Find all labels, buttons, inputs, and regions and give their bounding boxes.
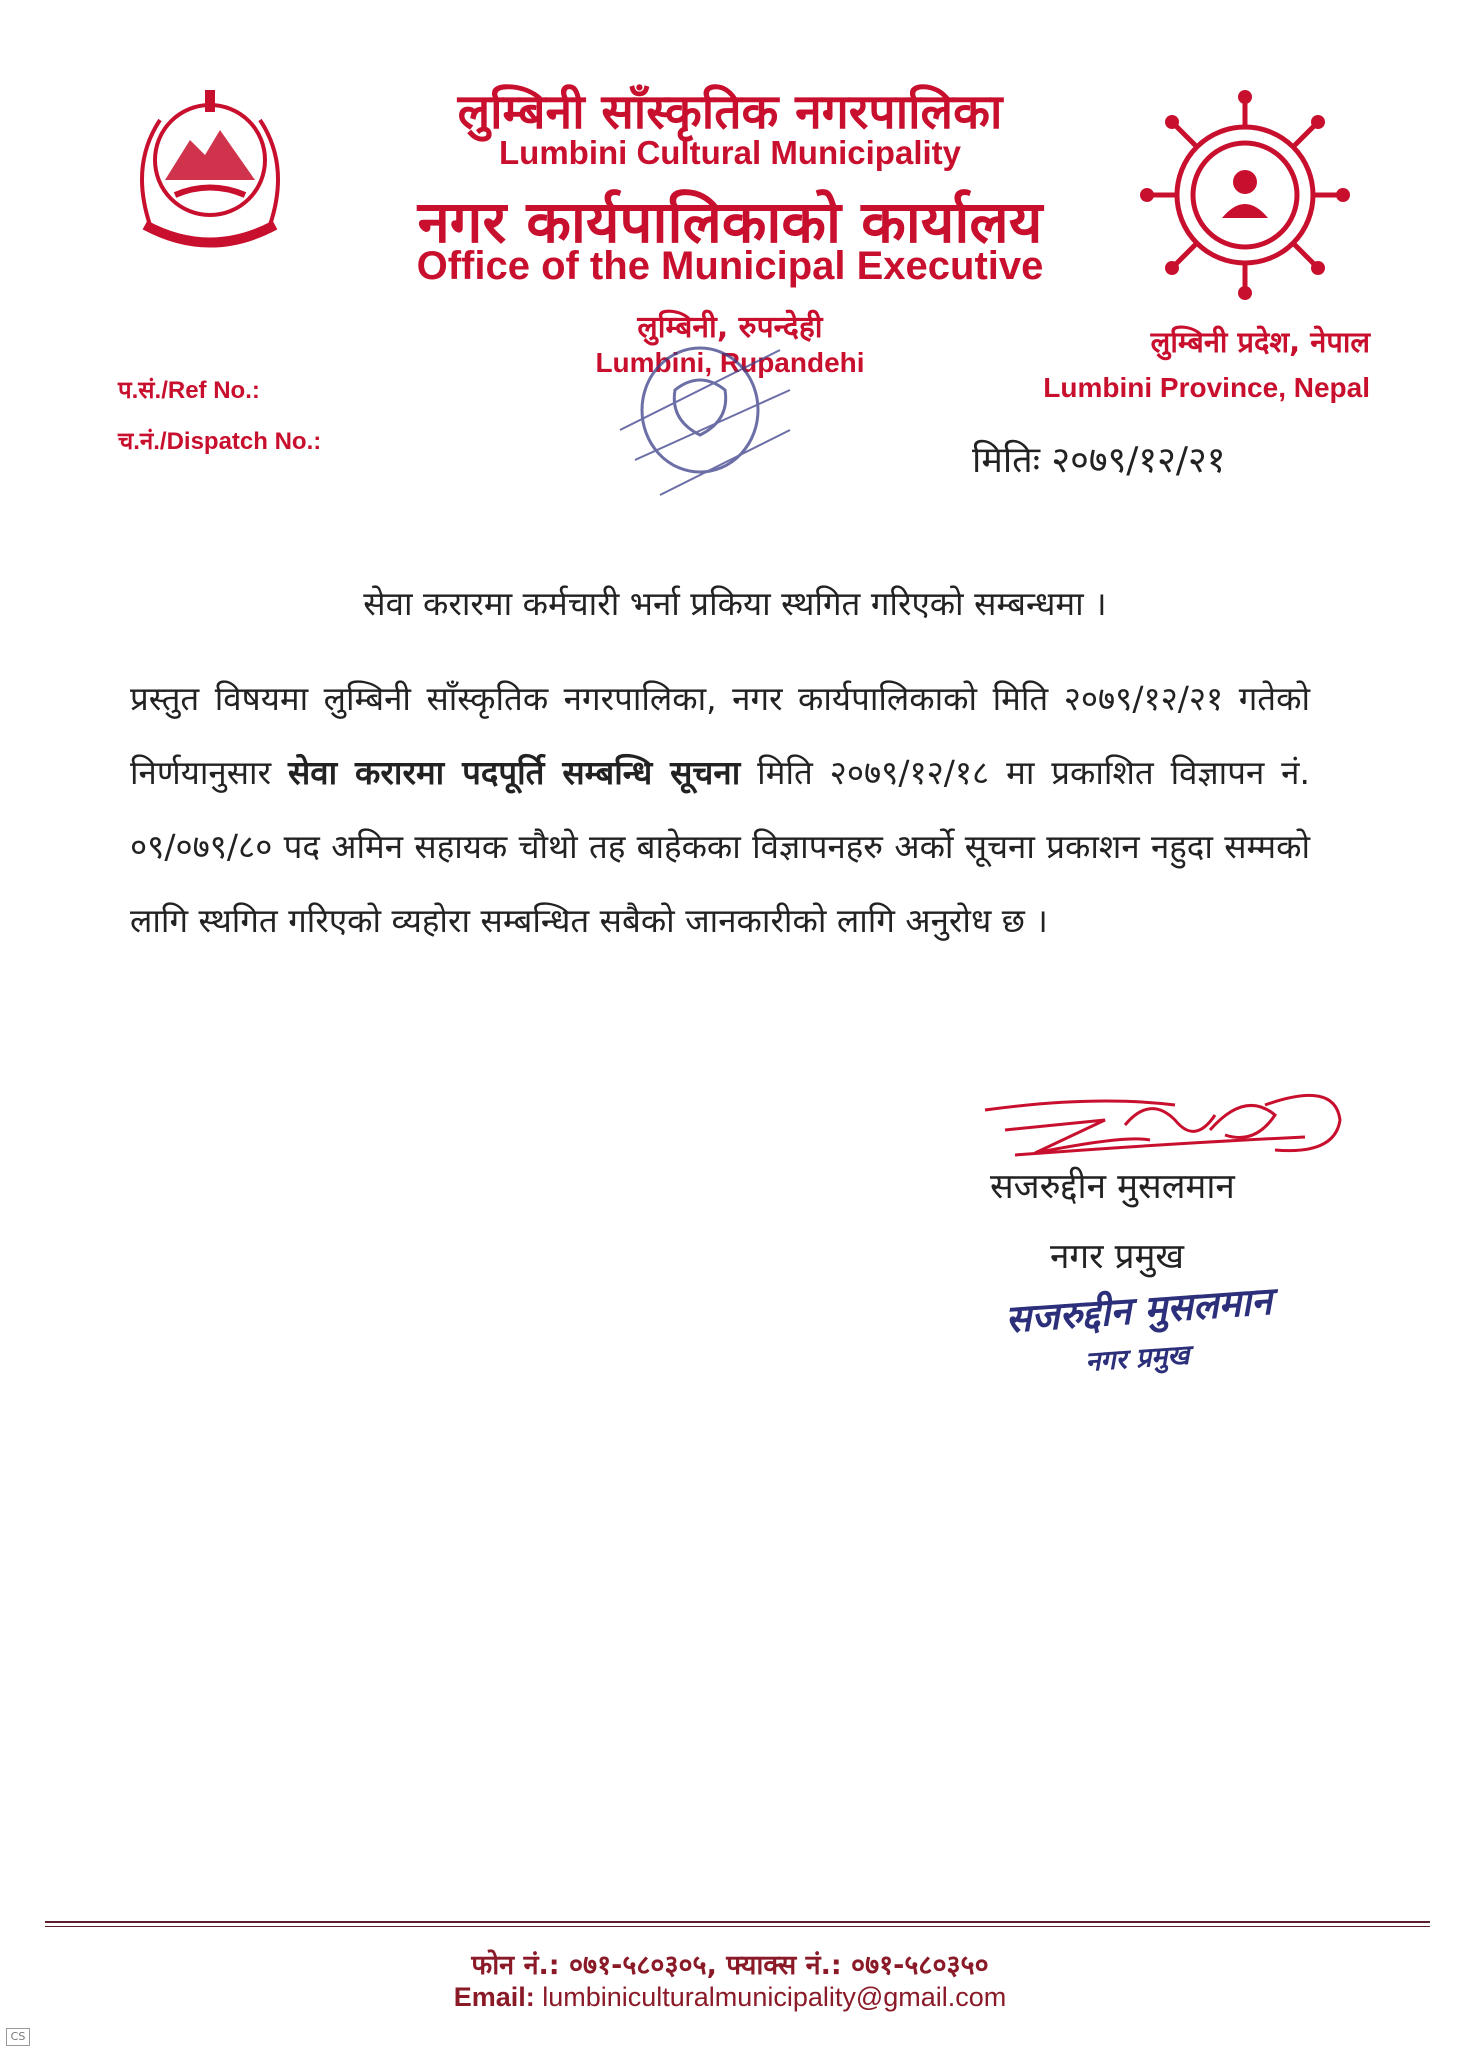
letter-body-part1: प्रस्तुत विषयमा लुम्बिनी साँस्कृतिक नगरपालिका, नगर कार्यपालिकाको मिति २०७९/१२/२१ गतेको निर्णयानुसार [130, 679, 1310, 792]
letter-subject: सेवा करारमा कर्मचारी भर्ना प्रकिया स्थगित गरिएको सम्बन्धमा । [363, 584, 1107, 623]
scanner-watermark: CS [6, 2028, 30, 2046]
footer-phone-fax: फोन नं.: ०७१-५८०३०५, फ्याक्स नं.: ०७१-५८०३५० [471, 1950, 989, 1981]
letter-body-emphasis: सेवा करारमा पदपूर्ति सम्बन्धि सूचना [287, 753, 741, 792]
email-address: lumbiniculturalmunicipality@gmail.com [542, 1982, 1007, 2012]
letter-date: मितिः २०७९/१२/२१ [972, 440, 1226, 481]
location-en: Lumbini, Rupandehi [595, 347, 865, 378]
footer-rule-thin [45, 1926, 1430, 1927]
province-en: Lumbini Province, Nepal [1043, 372, 1370, 403]
municipality-seal-icon [1140, 90, 1350, 300]
province-np: लुम्बिनी प्रदेश, नेपाल [1150, 325, 1370, 359]
title-stamp: नगर प्रमुख [1084, 1339, 1191, 1378]
office-stamp-icon [580, 310, 820, 520]
letter-body [130, 662, 1310, 958]
dispatch-number-label: च.नं./Dispatch No.: [118, 428, 322, 455]
footer-rule [45, 1921, 1430, 1923]
footer-email [300, 1982, 1160, 2013]
name-stamp: सजरुद्दीन मुसलमान [1003, 1278, 1274, 1342]
email-label: Email: [453, 1982, 535, 2012]
nepal-emblem-icon [120, 85, 300, 255]
office-name-en: Office of the Municipal Executive [416, 244, 1044, 288]
municipality-name-en: Lumbini Cultural Municipality [499, 134, 961, 171]
letter-body-part2: मिति २०७९/१२/१८ मा प्रकाशित विज्ञापन नं. ०९/०७९/८० पद अमिन सहायक चौथो तह बाहेकका विज्ञापनहरु अर्को सूचना प्रकाशन नहुदा सम्मको लागि स्थगित गरिएको व्यहोरा सम्बन्धित सबैको जानकारीको लागि अनुरोध छ । [130, 753, 1310, 940]
office-name-np: नगर कार्यपालिकाको कार्यालय [417, 188, 1043, 256]
municipality-name-np: लुम्बिनी साँस्कृतिक नगरपालिका [457, 84, 1003, 140]
signatory-name: सजरुद्दीन मुसलमान [990, 1167, 1235, 1207]
signatory-title: नगर प्रमुख [1050, 1237, 1185, 1277]
ref-number-label: प.सं./Ref No.: [118, 377, 260, 404]
location-np: लुम्बिनी, रुपन्देही [637, 310, 823, 345]
